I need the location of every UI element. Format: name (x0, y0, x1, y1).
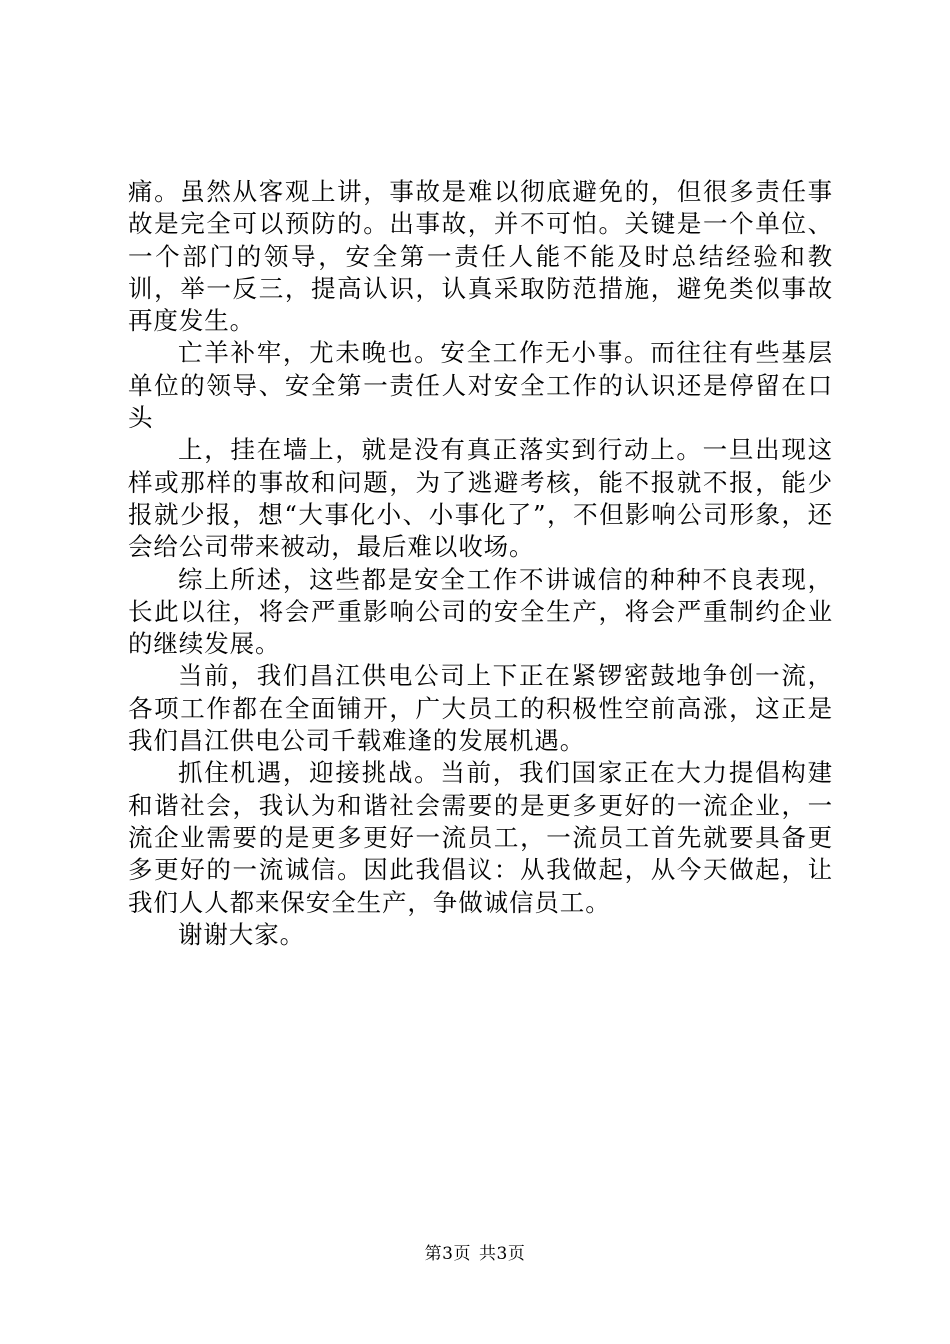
paragraph-4: 综上所述，这些都是安全工作不讲诚信的种种不良表现，长此以往，将会严重影响公司的安全生产，将会严重制约企业的继续发展。 (128, 564, 833, 659)
paragraph-2: 亡羊补牢，尤未晚也。安全工作无小事。而往往有些基层单位的领导、安全第一责任人对安全工作的认识还是停留在口头 (128, 338, 833, 433)
page-total: 共3页 (479, 1244, 526, 1264)
page-number: 第3页 (424, 1244, 471, 1264)
paragraph-1: 痛。虽然从客观上讲，事故是难以彻底避免的，但很多责任事故是完全可以预防的。出事故，并不可怕。关键是一个单位、一个部门的领导，安全第一责任人能不能及时总结经验和教训，举一反三，提高认识，认真采取防范措施，避免类似事故再度发生。 (128, 177, 833, 336)
paragraph-3: 上，挂在墙上，就是没有真正落实到行动上。一旦出现这样或那样的事故和问题，为了逃避考核，能不报就不报，能少报就少报，想“大事化小、小事化了”，不但影响公司形象，还会给公司带来被动，最后难以收场。 (128, 435, 833, 562)
paragraph-7: 谢谢大家。 (178, 919, 305, 949)
document-body (128, 176, 833, 951)
paragraph-6: 抓住机遇，迎接挑战。当前，我们国家正在大力提倡构建和谐社会，我认为和谐社会需要的是更多更好的一流企业，一流企业需要的是更多更好一流员工，一流员工首先就要具备更多更好的一流诚信。因此我倡议：从我做起，从今天做起，让我们人人都来保安全生产，争做诚信员工。 (128, 758, 833, 917)
paragraph-5: 当前，我们昌江供电公司上下正在紧锣密鼓地争创一流，各项工作都在全面铺开，广大员工的积极性空前高涨，这正是我们昌江供电公司千载难逢的发展机遇。 (128, 661, 833, 756)
page-footer (0, 1244, 950, 1264)
